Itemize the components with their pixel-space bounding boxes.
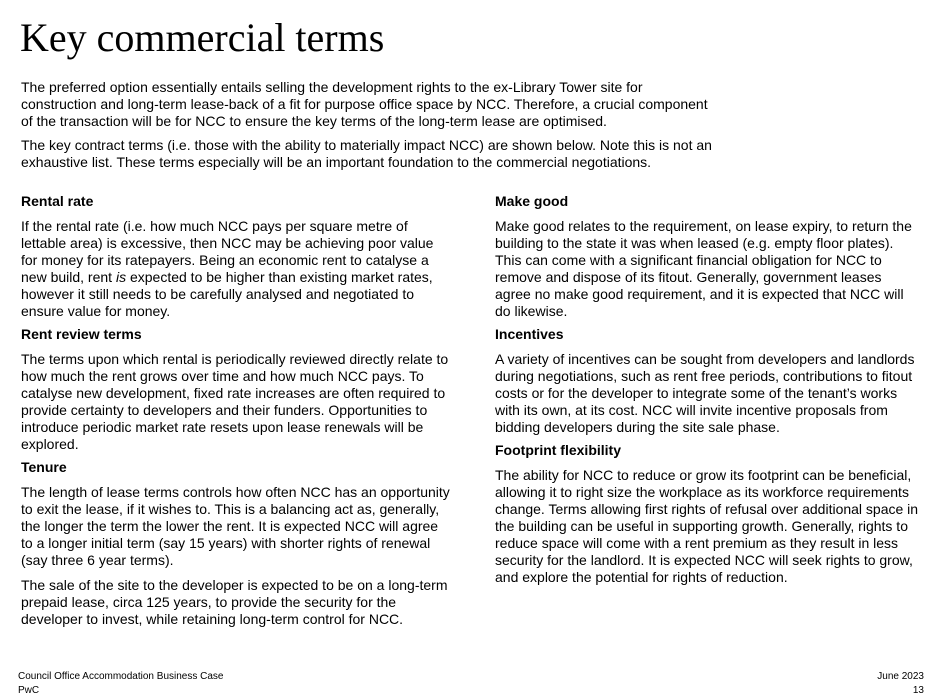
- rental-rate-heading: Rental rate: [21, 193, 94, 209]
- page-title: Key commercial terms: [20, 15, 385, 60]
- tenure-text-2: The sale of the site to the developer is expected to be on a long-term prepaid lease, circa 125 years, to provide the security for the developer to invest, while retaining long-term control for NCC.: [21, 577, 448, 627]
- tenure-text: The length of lease terms controls how often NCC has an opportunity to exit the lease, if it wishes to. This is a balancing act as, generally, the longer the term the lower the rent. It is expected NCC will agree to a longer initial term (say 15 years) with shorter rights of renewal (say three 6 year terms).: [21, 484, 450, 568]
- intro-paragraph-2: The key contract terms (i.e. those with the ability to materially impact NCC) are shown below. Note this is not an exhaustive list. These terms especially will be an important foundation to the commercial negotiations.: [21, 137, 712, 170]
- intro-paragraph-1: The preferred option essentially entails selling the development rights to the ex-Library Tower site for construction and long-term lease-back of a fit for purpose office space by NCC. Therefore, a crucial component of the transaction will be for NCC to ensure the key terms of the long-term lease are optimised.: [21, 79, 708, 129]
- right-column: [495, 193, 920, 594]
- incentives-text: A variety of incentives can be sought from developers and landlords during negotiations, such as rent free periods, contributions to fitout costs or for the developer to integrate some of the tenant’s works with its own, at its cost. NCC will invite incentive proposals from bidding developers during the site sale phase.: [495, 351, 915, 435]
- footer-page-number: 13: [912, 685, 924, 696]
- footprint-text: The ability for NCC to reduce or grow its footprint can be beneficial, allowing it to right size the workplace as its workforce requirements change. Terms allowing first rights of refusal over additional space in the building can be useful in supporting growth. Generally, rights to reduce space will come with a rent premium as they result in less security for the landlord. It is expected NCC will seek rights to grow, and explore the potential for rights of reduction.: [495, 467, 919, 585]
- left-column: [21, 193, 451, 636]
- make-good-text: Make good relates to the requirement, on lease expiry, to return the building to the state it was when leased (e.g. empty floor plates). This can come with a significant financial obligation for NCC to remove and dispose of its fitout. Generally, government leases agree no make good requirement, and it is expected that NCC will do likewise.: [495, 218, 912, 319]
- footprint-heading: Footprint flexibility: [495, 442, 621, 458]
- rental-rate-emphasis: is: [115, 269, 127, 285]
- intro-section: [21, 79, 721, 178]
- rent-review-heading: Rent review terms: [21, 326, 142, 342]
- footer-date: June 2023: [877, 671, 924, 682]
- footer-organisation: PwC: [18, 685, 40, 696]
- rental-rate-text-part2: expected to be higher than existing market rates, however it still needs to be carefully analysed and negotiated to ensure value for money.: [21, 269, 433, 319]
- rent-review-text: The terms upon which rental is periodically reviewed directly relate to how much the rent grows over time and how much NCC pays. To catalyse new development, fixed rate increases are often required to provide certainty to developers and their funders. Opportunities to introduce periodic market rate resets upon lease renewals will be explored.: [21, 351, 449, 452]
- tenure-heading: Tenure: [21, 459, 67, 475]
- incentives-heading: Incentives: [495, 326, 564, 342]
- rental-rate-text-part1: If the rental rate (i.e. how much NCC pays per square metre of lettable area) is excessive, then NCC may be achieving poor value for money for its ratepayers. Being an economic rent to catalyse a new build, rent: [21, 218, 434, 285]
- rental-rate-text: [21, 218, 451, 320]
- footer-document-title: Council Office Accommodation Business Case: [18, 671, 224, 682]
- make-good-heading: Make good: [495, 193, 569, 209]
